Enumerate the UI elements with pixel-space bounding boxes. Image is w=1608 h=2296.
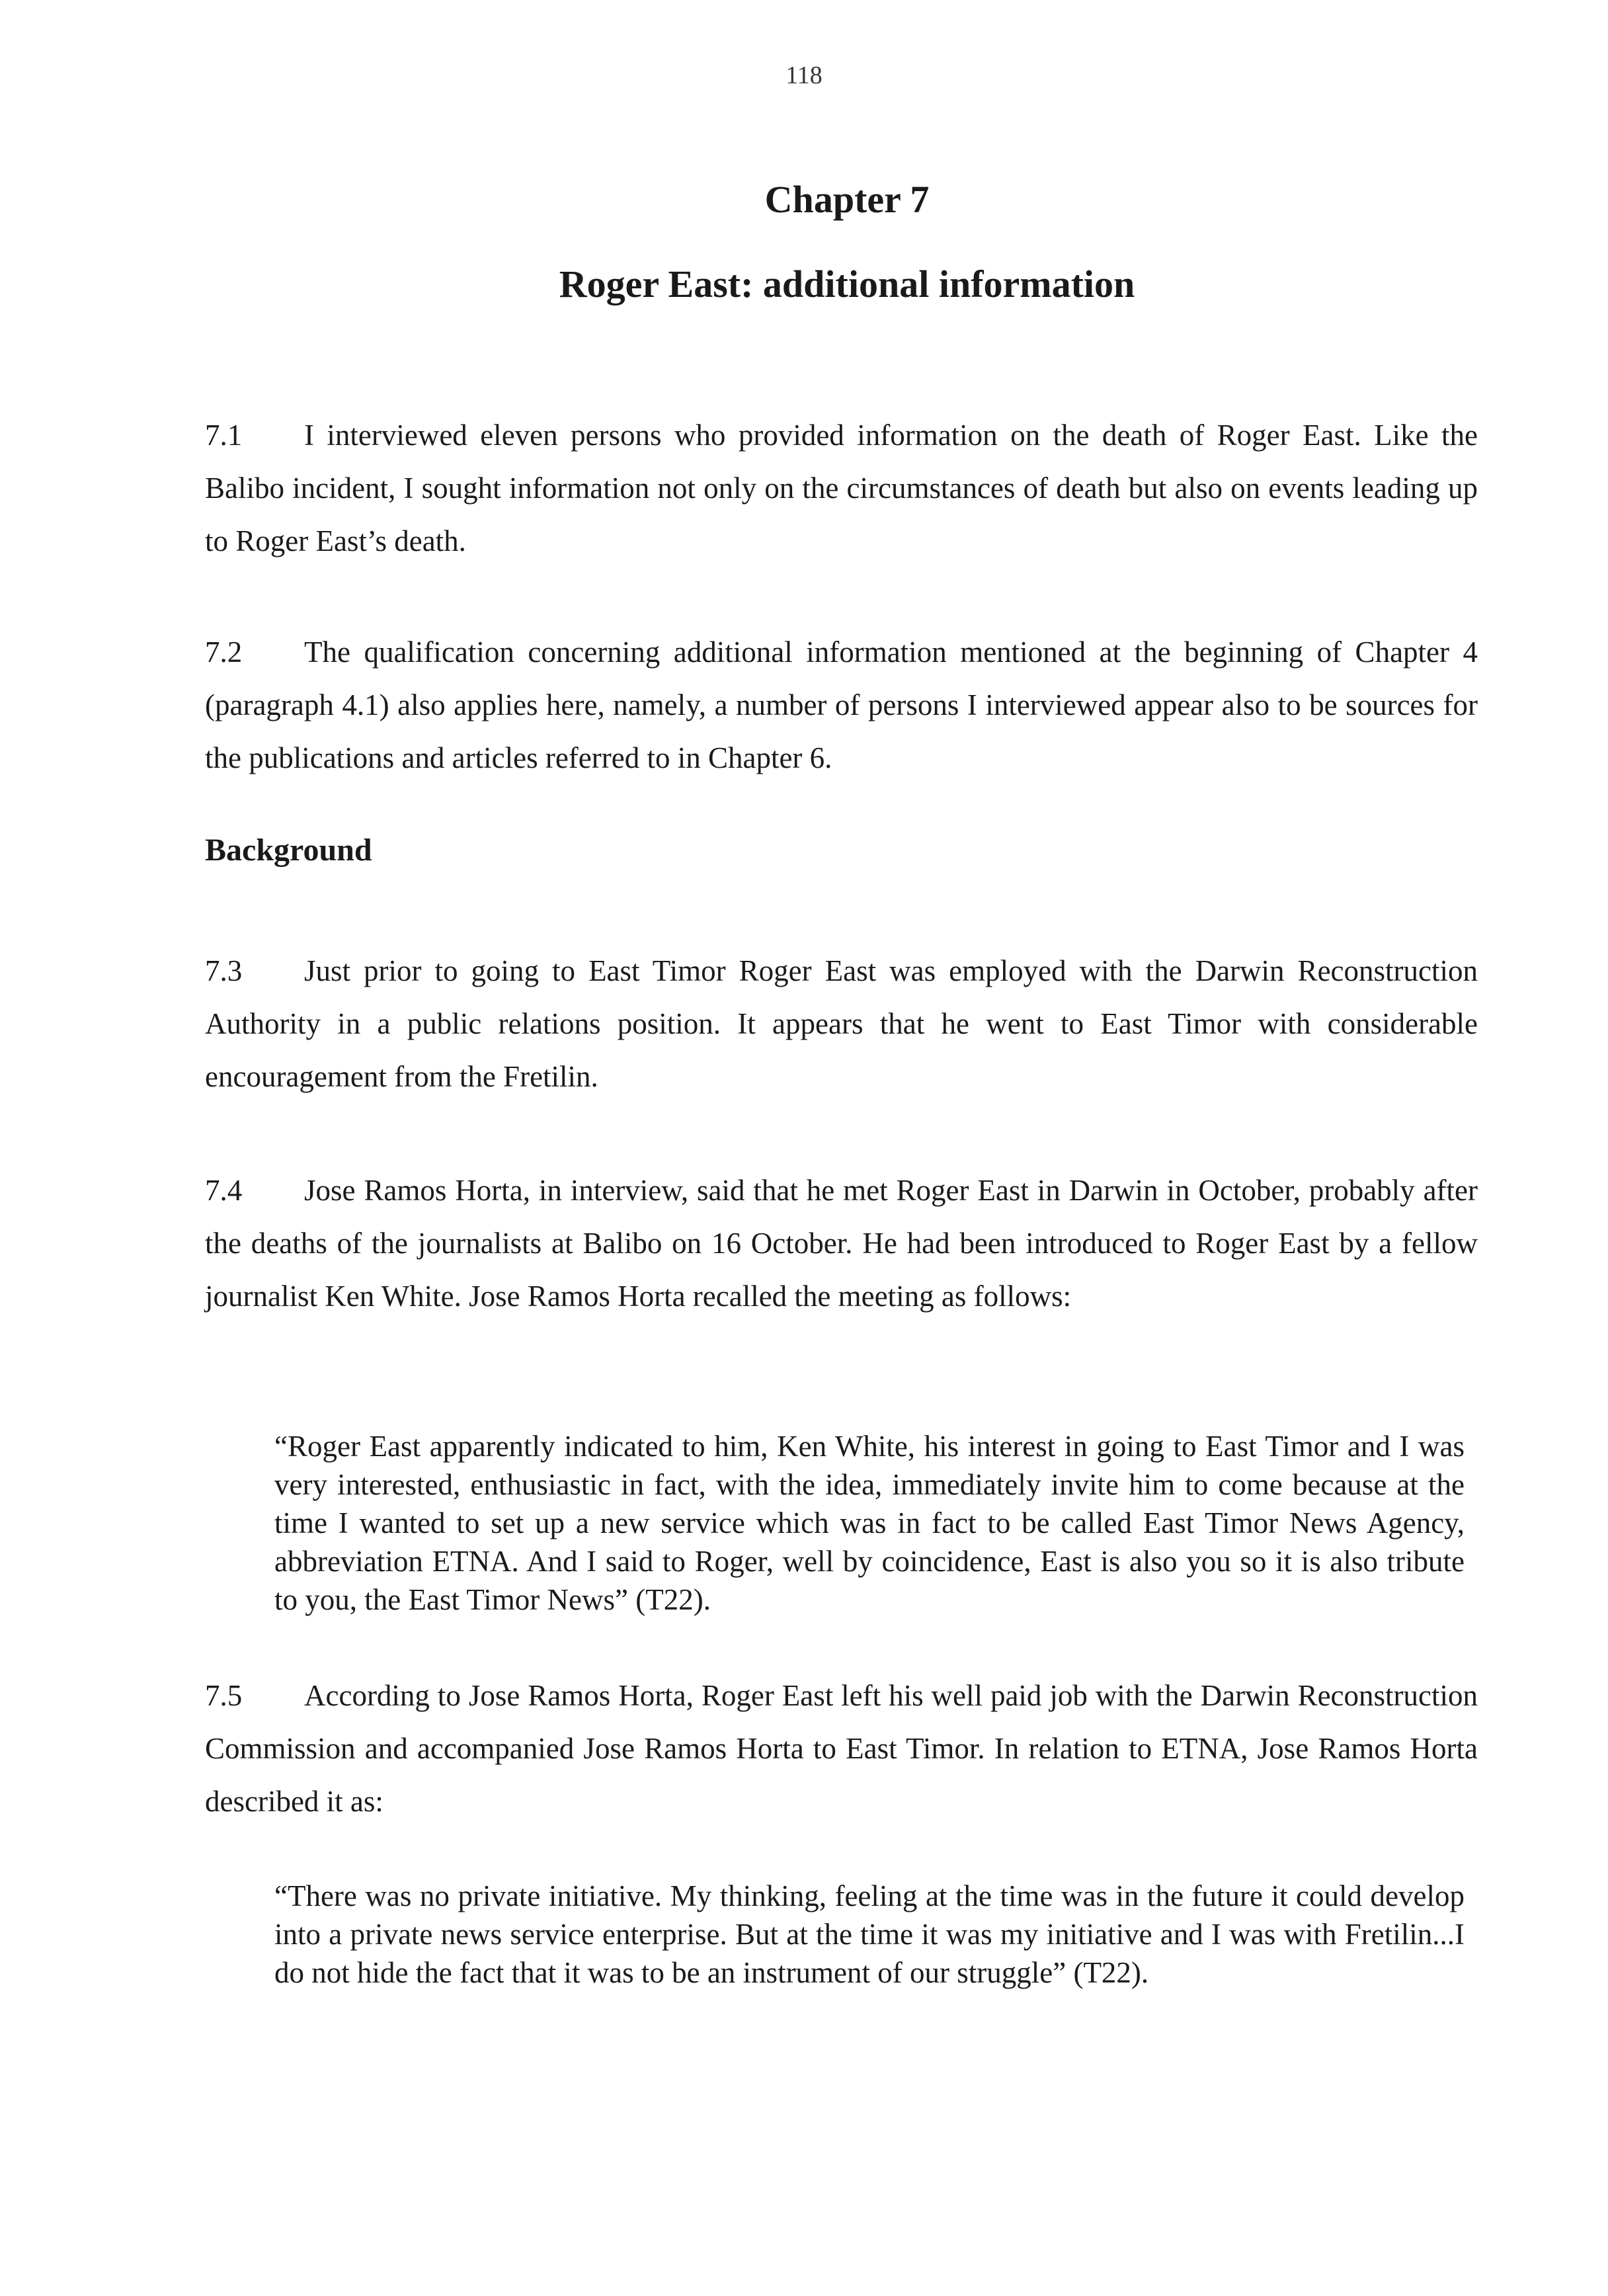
paragraph-number: 7.2 bbox=[205, 636, 243, 669]
paragraph-text: According to Jose Ramos Horta, Roger East left his well paid job with the Darwin Reconstruction Commission and accompanied Jose Ramos Horta to East Timor. In relation to ETNA, Jose Ramos Horta described it as: bbox=[205, 1679, 1478, 1818]
chapter-subtitle: Roger East: additional information bbox=[559, 263, 1135, 306]
paragraph-7-1 bbox=[205, 409, 1478, 567]
paragraph-number: 7.4 bbox=[205, 1174, 243, 1207]
block-quote-1: “Roger East apparently indicated to him, Ken White, his interest in going to East Timor and I was very interested, enthusiastic in fact, with the idea, immediately invite him to come because at the time I wanted to set up a new service which was in fact to be called East Timor News Agency, abbreviation ETNA. And I said to Roger, well by coincidence, East is also you so it is also tribute to you, the East Timor News” (T22). bbox=[274, 1430, 1465, 1616]
paragraph-text: Jose Ramos Horta, in interview, said that he met Roger East in Darwin in October, probably after the deaths of the journalists at Balibo on 16 October. He had been introduced to Roger East by a fellow journalist Ken White. Jose Ramos Horta recalled the meeting as follows: bbox=[205, 1174, 1478, 1313]
paragraph-7-3 bbox=[205, 944, 1478, 1103]
block-quote-2: “There was no private initiative. My thinking, feeling at the time was in the future it could develop into a private news service enterprise. But at the time it was my initiative and I was with Fretilin...I do not hide the fact that it was to be an instrument of our struggle” (T22). bbox=[274, 1879, 1465, 1989]
paragraph-number: 7.1 bbox=[205, 419, 243, 452]
paragraph-number: 7.5 bbox=[205, 1679, 243, 1712]
paragraph-7-4 bbox=[205, 1164, 1478, 1323]
section-heading-background: Background bbox=[205, 833, 372, 868]
chapter-title: Chapter 7 bbox=[764, 178, 930, 221]
paragraph-number: 7.3 bbox=[205, 954, 243, 987]
paragraph-text: The qualification concerning additional information mentioned at the beginning of Chapter 4 (paragraph 4.1) also applies here, namely, a number of persons I interviewed appear also to be sources for the publications and articles referred to in Chapter 6. bbox=[205, 636, 1478, 774]
paragraph-text: Just prior to going to East Timor Roger East was employed with the Darwin Reconstruction Authority in a public relations position. It appears that he went to East Timor with considerable encouragement from the Fretilin. bbox=[205, 954, 1478, 1093]
paragraph-7-2 bbox=[205, 626, 1478, 784]
paragraph-text: I interviewed eleven persons who provided information on the death of Roger East. Like the Balibo incident, I sought information not only on the circumstances of death but also on events leading up to Roger East’s death. bbox=[205, 419, 1478, 557]
paragraph-7-5 bbox=[205, 1669, 1478, 1828]
page-number: 118 bbox=[785, 62, 823, 89]
